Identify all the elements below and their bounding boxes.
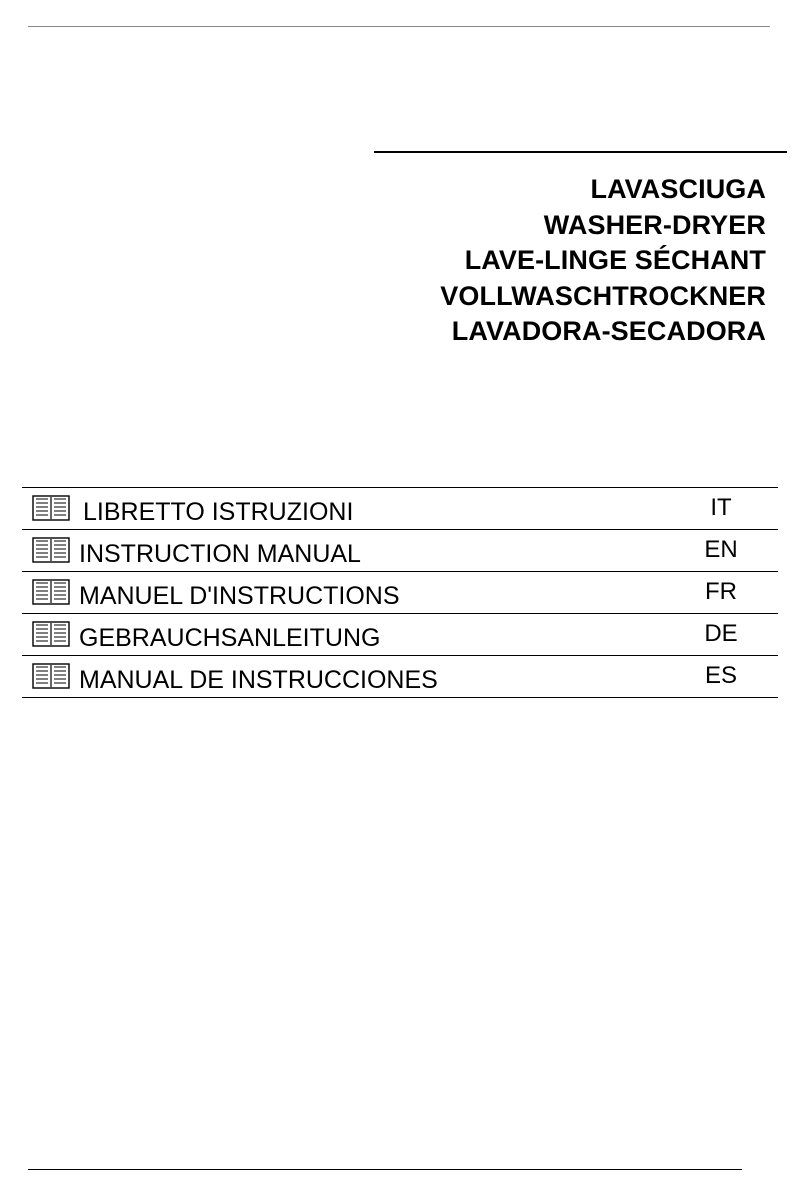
language-code: EN (704, 536, 738, 563)
open-book-icon (32, 537, 70, 563)
manual-row-fr[interactable] (22, 572, 778, 614)
manual-row-es[interactable] (22, 656, 778, 698)
open-book-icon (32, 621, 70, 647)
manual-label: MANUAL DE INSTRUCCIONES (79, 666, 438, 694)
bottom-divider (28, 1169, 742, 1170)
open-book-icon (32, 495, 70, 521)
manual-label: MANUEL D'INSTRUCTIONS (79, 582, 400, 610)
open-book-icon (32, 579, 70, 605)
manual-row-en[interactable] (22, 530, 778, 572)
language-code: DE (704, 620, 738, 647)
title-divider (374, 151, 787, 153)
product-title-it: LAVASCIUGA (590, 174, 766, 204)
product-title-en: WASHER-DRYER (543, 209, 766, 240)
language-code: FR (705, 578, 737, 605)
product-title-fr: LAVE-LINGE SÉCHANT (464, 245, 766, 275)
product-title-es: LAVADORA-SECADORA (451, 316, 766, 346)
manual-row-de[interactable] (22, 614, 778, 656)
manual-label: INSTRUCTION MANUAL (79, 540, 361, 568)
product-titles (440, 172, 766, 350)
manual-language-list (22, 487, 778, 698)
language-code: IT (710, 494, 732, 521)
top-divider (28, 26, 770, 27)
manual-row-it[interactable] (22, 488, 778, 530)
manual-label: LIBRETTO ISTRUZIONI (83, 498, 354, 526)
product-title-de: VOLLWASCHTROCKNER (440, 280, 766, 311)
language-code: ES (704, 662, 737, 689)
open-book-icon (32, 663, 70, 689)
manual-label: GEBRAUCHSANLEITUNG (79, 624, 381, 652)
